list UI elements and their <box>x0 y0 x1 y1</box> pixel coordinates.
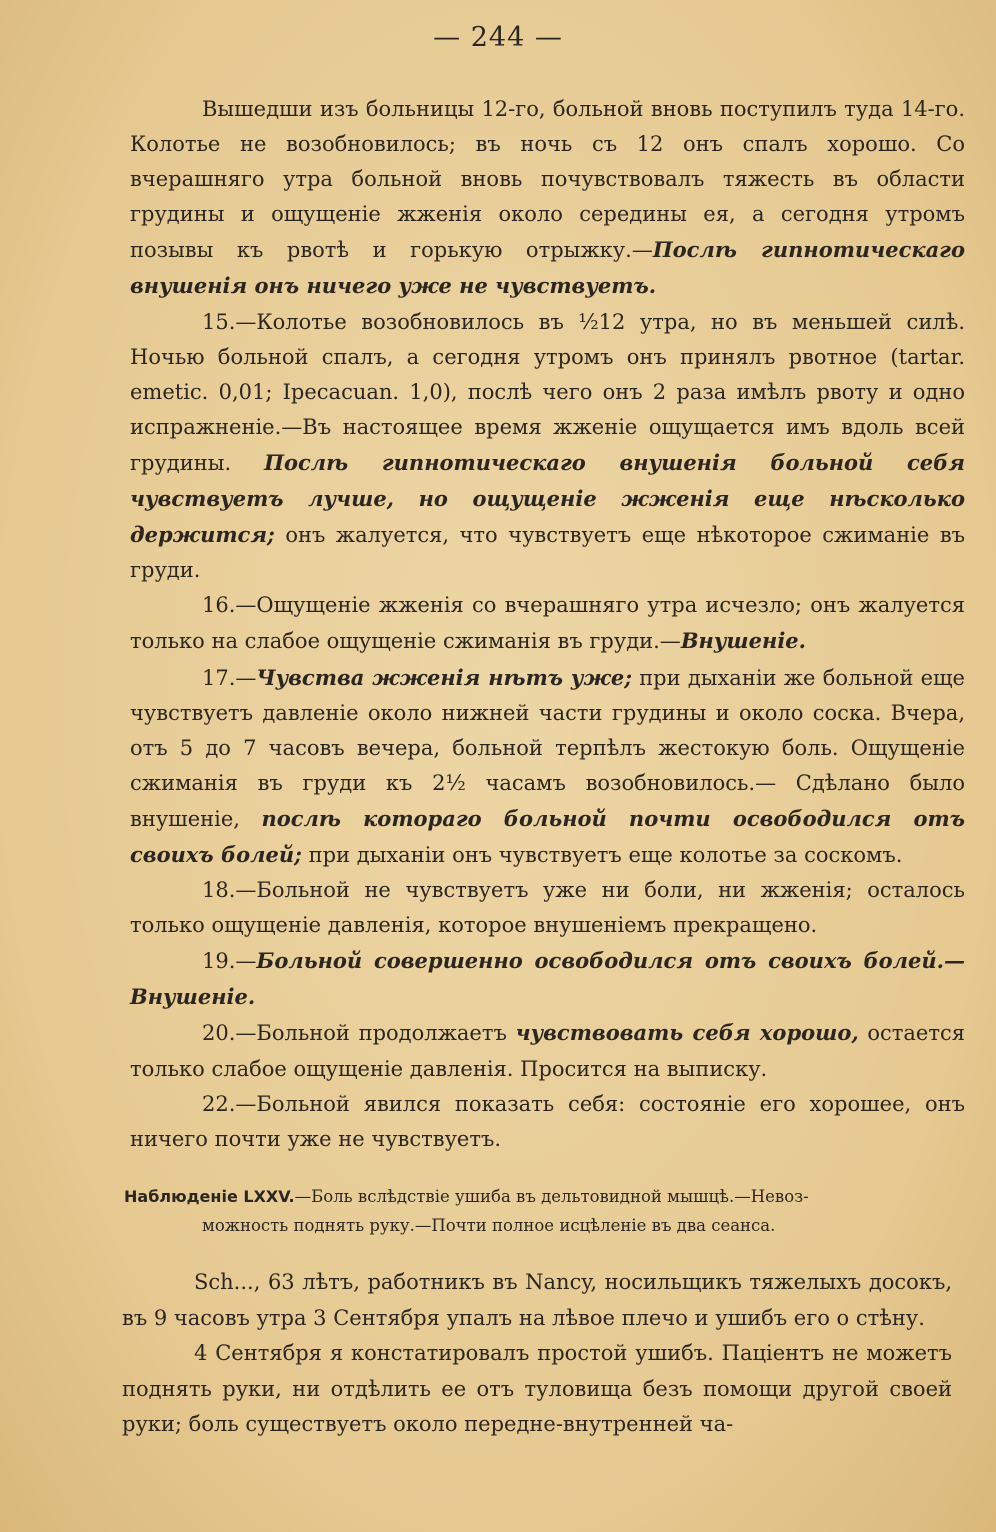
paragraph-17 <box>130 660 965 874</box>
paragraph-text: при дыханіи же больной еще чувствуетъ давленіе около нижней части грудины и около соска. Вчера, отъ 5 до 7 часовъ вечера, больной терпѣлъ жестокую боль. Ощущеніе сжиманія въ груди къ 2½ часамъ возобновилось.— Сдѣлано было внушеніе, <box>130 665 965 831</box>
paragraph-22 <box>130 1087 965 1157</box>
paragraph-18 <box>130 873 965 943</box>
paragraph-italic: Внушеніе. <box>680 628 806 654</box>
paragraph-italic: чувствовать себя хорошо, <box>515 1020 859 1046</box>
page-number: — 244 — <box>433 22 563 53</box>
observation-heading-block <box>124 1182 960 1240</box>
paragraph-15 <box>130 305 965 589</box>
paragraph-italic: Чувства жженія нѣтъ уже; <box>256 664 632 690</box>
paragraph-text: 18.—Больной не чувствуетъ уже ни боли, ни жженія; осталось только ощущеніе давленія, которое внушеніемъ прекращено. <box>130 878 965 938</box>
observation-line-1 <box>124 1182 960 1211</box>
paragraph-20 <box>130 1015 965 1086</box>
paragraph-italic: послѣ котораго больной почти освободился отъ своихъ болей; <box>130 805 965 867</box>
case-paragraph-2: 4 Сентября я констатировалъ простой ушибъ. Паціентъ не можетъ поднять руки, ни отдѣлить ее отъ туловища безъ помощи другой своей руки; боль существуетъ около передне-внутренней ча- <box>122 1341 952 1436</box>
observation-summary: —Боль вслѣдствіе ушиба въ дельтовидной мышцѣ.—Невоз- <box>294 1187 809 1206</box>
paragraph-text: 22.—Больной явился показать себя: состояніе его хорошее, онъ ничего почти уже не чувствуетъ. <box>130 1091 965 1151</box>
paragraph-text: при дыханіи онъ чувствуетъ еще колотье за соскомъ. <box>308 842 903 867</box>
paragraph-text: 19.— <box>202 949 257 974</box>
paragraph-text: 15.—Колотье возобновилось въ ½12 утра, но въ меньшей силѣ. Ночью больной спалъ, а сегодня утромъ онъ принялъ рвотное (tartar. emetic. 0,01; Ipecacuan. 1,0), послѣ чего онъ 2 раза имѣлъ рвоту и одно испражненіе.—Въ настоящее время жженіе ощущается имъ вдоль всей грудины. <box>130 309 965 475</box>
paragraph-1 <box>130 92 965 305</box>
paragraph-text: остается только слабое ощущеніе давленія. Просится на выписку. <box>130 1021 965 1081</box>
observation-title: Наблюденіе LXXV. <box>124 1187 295 1206</box>
paragraph-italic: Послѣ гипнотическаго внушенія больной себя чувствуетъ лучше, но ощущеніе жженія еще нѣсколько держится; <box>130 449 965 548</box>
paragraph-19 <box>130 943 965 1015</box>
paragraph-16 <box>130 588 965 659</box>
main-text <box>130 92 965 1157</box>
paragraph-text: 20.—Больной продолжаетъ <box>202 1021 507 1046</box>
paragraph-italic: Послѣ гипнотическаго внушенія онъ ничего уже не чувствуетъ. <box>130 237 965 299</box>
case-text <box>122 1265 952 1443</box>
paragraph-italic: Больной совершенно освободился отъ своихъ болей.— Внушеніе. <box>130 948 965 1010</box>
paragraph-text: 17.— <box>202 665 257 690</box>
paragraph-text: Вышедши изъ больницы 12-го, больной вновь поступилъ туда 14-го. Колотье не возобновилось; въ ночь съ 12 онъ спалъ хорошо. Со вчерашняго утра больной вновь почувствовалъ тяжесть въ области грудины и ощущеніе жженія около середины ея, а сегодня утромъ позывы къ рвотѣ и горькую отрыжку.— <box>130 97 965 263</box>
observation-line-2: можность поднять руку.—Почти полное исцѣленіе въ два сеанса. <box>202 1216 776 1235</box>
paragraph-text: онъ жалуется, что чувствуетъ еще нѣкоторое сжиманіе въ груди. <box>130 523 965 583</box>
paragraph-text: 16.—Ощущеніе жженія со вчерашняго утра исчезло; онъ жалуется только на слабое ощущеніе сжиманія въ груди.— <box>130 593 965 654</box>
case-paragraph-1: Sch..., 63 лѣтъ, работникъ въ Nancy, носильщикъ тяжелыхъ досокъ, въ 9 часовъ утра 3 Сентября упалъ на лѣвое плечо и ушибъ его о стѣну. <box>122 1270 952 1330</box>
